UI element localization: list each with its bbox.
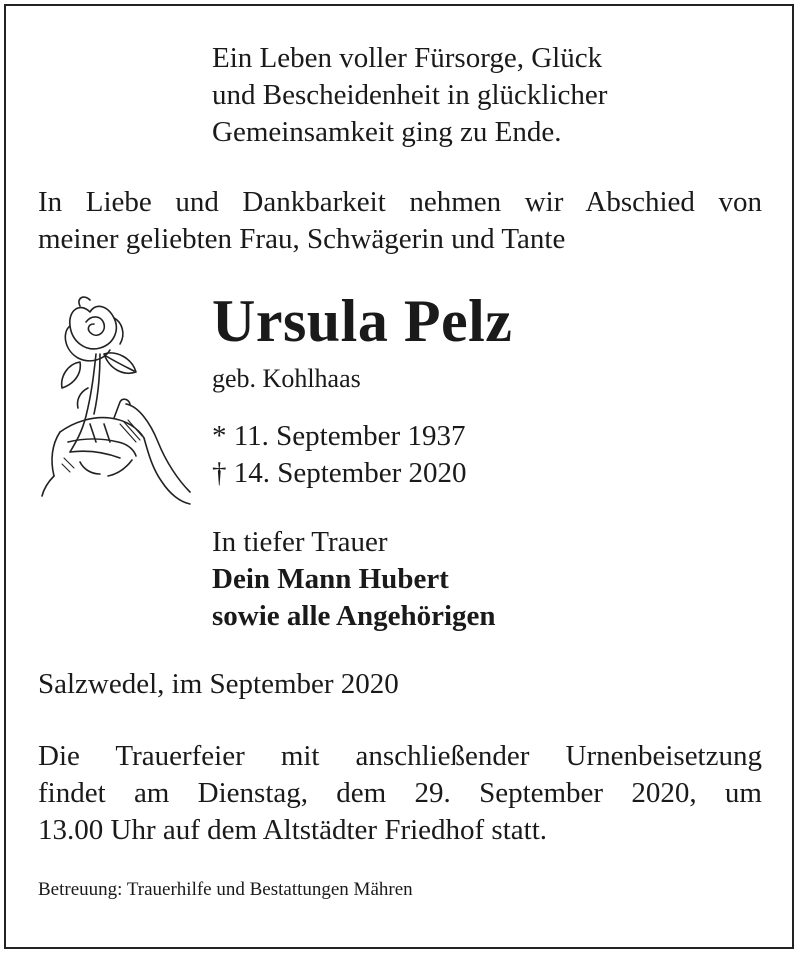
mourners-intro: In tiefer Trauer [212,526,388,558]
farewell-text [38,184,762,258]
mourner-husband: Dein Mann Hubert [212,563,449,595]
farewell-line: In Liebe und Dankbarkeit nehmen wir Abschied von [38,186,762,218]
mourners-block [212,524,496,635]
farewell-line: meiner geliebten Frau, Schwägerin und Tante [38,223,566,255]
intro-line: und Bescheidenheit in glücklicher [212,79,608,111]
death-date: † 14. September 2020 [212,457,467,489]
funeral-line: Die Trauerfeier mit anschließender Urnenbeisetzung [38,740,762,772]
life-dates [212,418,467,492]
funeral-line: findet am Dienstag, dem 29. September 2020, um [38,777,762,809]
funeral-info [38,738,762,849]
intro-verse [212,40,607,151]
deceased-name: Ursula Pelz [212,288,513,354]
birth-date: * 11. September 1937 [212,420,466,452]
place-date: Salzwedel, im September 2020 [38,668,399,700]
rose-in-hand-icon [40,292,198,510]
intro-line: Gemeinsamkeit ging zu Ende. [212,116,562,148]
mourner-relatives: sowie alle Angehörigen [212,600,496,632]
birth-name: geb. Kohlhaas [212,364,361,393]
intro-line: Ein Leben voller Fürsorge, Glück [212,42,603,74]
funeral-line: 13.00 Uhr auf dem Altstädter Friedhof statt. [38,814,548,846]
funeral-home-credit: Betreuung: Trauerhilfe und Bestattungen Mähren [38,879,413,900]
